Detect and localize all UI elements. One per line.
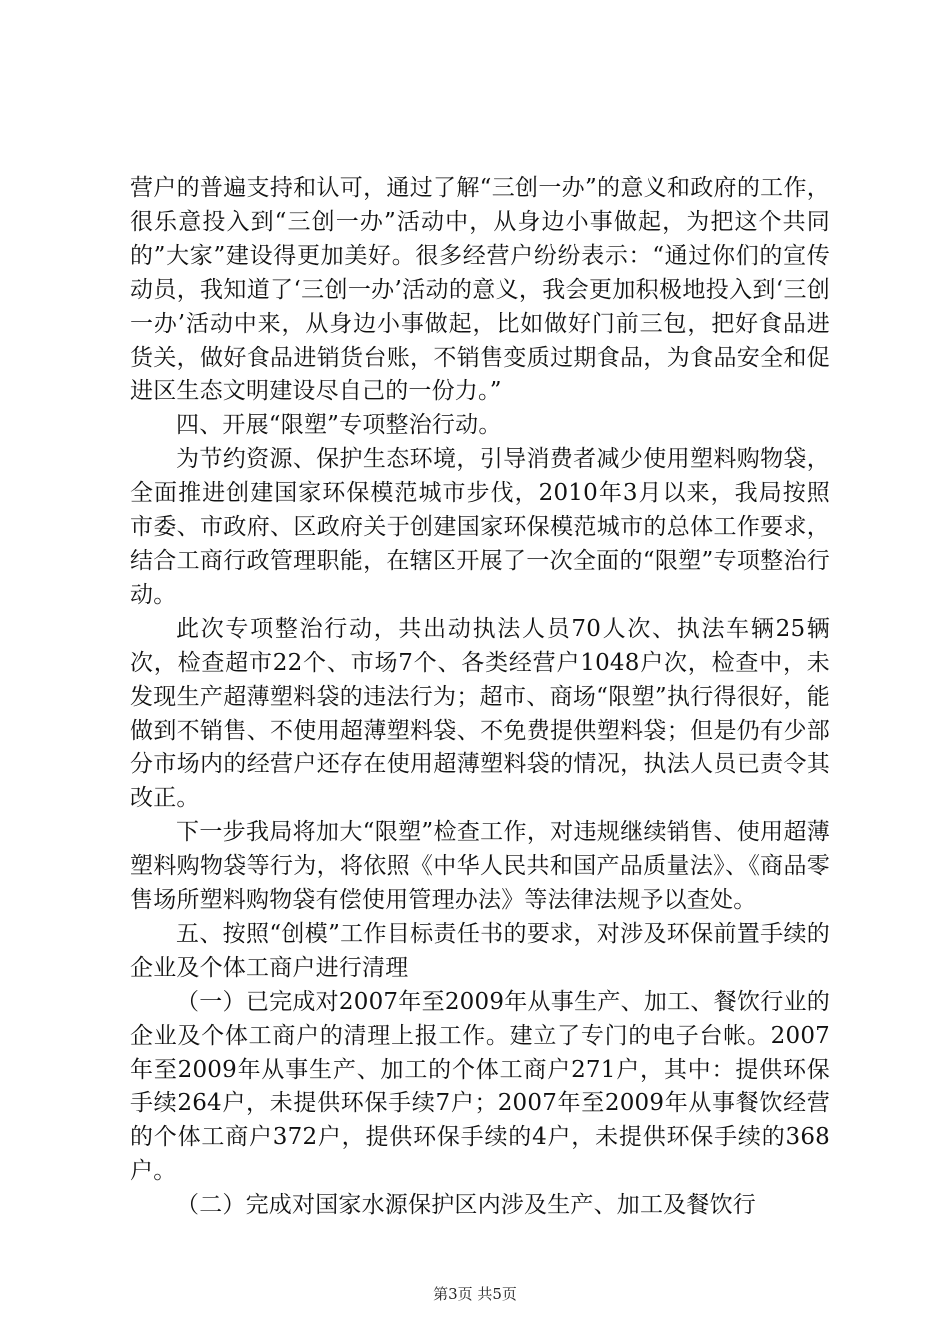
section-heading-5: 五、按照“创模”工作目标责任书的要求，对涉及环保前置手续的企业及个体工商户进行清理 [130,920,830,981]
document-body [130,172,830,1223]
page-number-label: 第3页 共5页 [433,1285,517,1303]
paragraph-8: （二）完成对国家水源保护区内涉及生产、加工及餐饮行 [176,1192,756,1219]
paragraph-1: 营户的普遍支持和认可，通过了解“三创一办”的意义和政府的工作，很乐意投入到“三创一办”活动中，从身边小事做起，为把这个共同的”大家”建设得更加美好。很多经营户纷纷表示：“通过你们的宣传动员，我知道了‘三创一办’活动的意义，我会更加积极地投入到‘三创一办’活动中来，从身边小事做起，比如做好门前三包，把好食品进货关，做好食品进销货台账，不销售变质过期食品，为食品安全和促进区生态文明建设尽自己的一份力。” [130,175,830,405]
paragraph-4: 此次专项整治行动，共出动执法人员70人次、执法车辆25辆次，检查超市22个、市场7个、各类经营户1048户次，检查中，未发现生产超薄塑料袋的违法行为；超市、商场“限塑”执行得很好，能做到不销售、不使用超薄塑料袋、不免费提供塑料袋；但是仍有少部分市场内的经营户还存在使用超薄塑料袋的情况，执法人员已责令其改正。 [130,615,830,812]
paragraph-3: 为节约资源、保护生态环境，引导消费者减少使用塑料购物袋，全面推进创建国家环保模范城市步伐，2010年3月以来，我局按照市委、市政府、区政府关于创建国家环保模范城市的总体工作要求，结合工商行政管理职能，在辖区开展了一次全面的“限塑”专项整治行动。 [130,446,830,608]
section-heading-4: 四、开展“限塑”专项整治行动。 [176,412,502,439]
paragraph-5: 下一步我局将加大“限塑”检查工作，对违规继续销售、使用超薄塑料购物袋等行为，将依照《中华人民共和国产品质量法》、《商品零售场所塑料购物袋有偿使用管理办法》等法律法规予以查处。 [130,819,830,914]
page-footer [0,1284,950,1304]
paragraph-7: （一）已完成对2007年至2009年从事生产、加工、餐饮行业的企业及个体工商户的清理上报工作。建立了专门的电子台帐。2007年至2009年从事生产、加工的个体工商户271户，其中：提供环保手续264户，未提供环保手续7户；2007年至2009年从事餐饮经营的个体工商户372户，提供环保手续的4户，未提供环保手续的368户。 [130,988,830,1185]
